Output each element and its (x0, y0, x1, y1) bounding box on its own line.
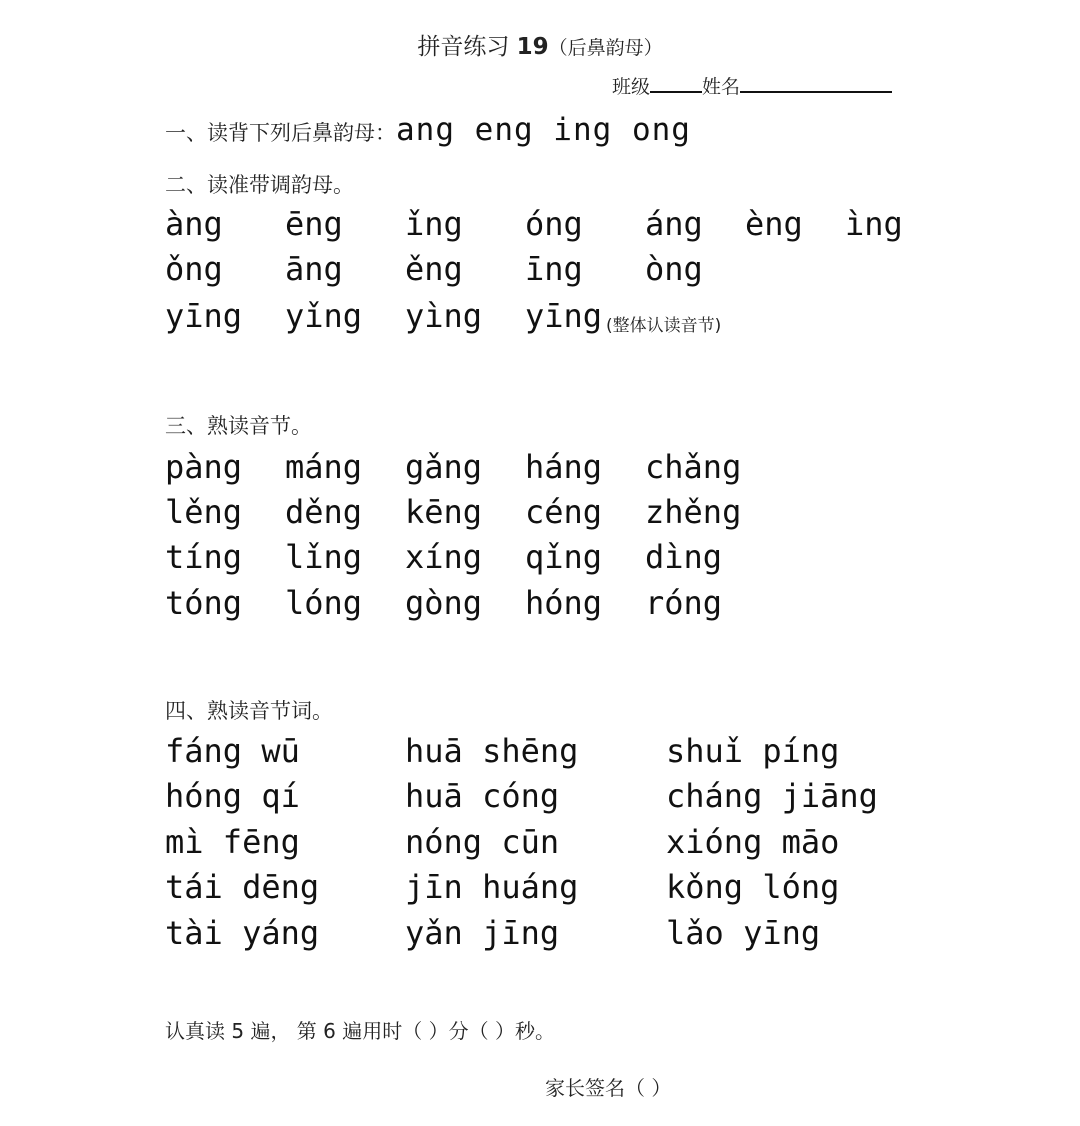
syllable-item: lǐng (285, 538, 363, 576)
word-item: tái dēng (165, 868, 320, 906)
syllable-item: yīng (165, 297, 243, 335)
word-item: xióng māo (666, 823, 840, 861)
section-1-heading: 一、读背下列后鼻韵母： (165, 121, 396, 145)
name-blank[interactable] (740, 73, 892, 93)
syllable-item: òng (645, 250, 703, 288)
syllable-item: ìng (845, 205, 903, 243)
syllable-item: chǎng (645, 448, 742, 486)
syllable-item: ǒng (165, 250, 223, 288)
word-item: shuǐ píng (666, 732, 840, 770)
word-item: kǒng lóng (666, 868, 840, 906)
student-info-line (612, 72, 892, 99)
word-item: cháng jiāng (666, 777, 878, 815)
syllable-item: áng (645, 205, 703, 243)
reading-instruction: 认真读 5 遍， 第 6 遍用时（ ）分（ ）秒。 (165, 1019, 555, 1043)
syllable-item: yìng (405, 297, 483, 335)
syllable-item: yǐng (285, 297, 363, 335)
word-item: huā shēng (405, 732, 579, 770)
word-item: lǎo yīng (666, 914, 821, 952)
syllable-item: ǐng (405, 205, 463, 243)
syllable-item: īng (525, 250, 583, 288)
syllable-item: máng (285, 448, 363, 486)
worksheet-title (0, 28, 1080, 61)
word-item: jīn huáng (405, 868, 579, 906)
syllable-item: dìng (645, 538, 723, 576)
syllable-item: tíng (165, 538, 243, 576)
syllable-item: háng (525, 448, 603, 486)
section-4-heading: 四、熟读音节词。 (165, 699, 333, 723)
syllable-item: róng (645, 584, 723, 622)
syllable-item: ěng (405, 250, 463, 288)
name-label: 姓名 (702, 76, 741, 98)
syllable-item: ēng (285, 205, 343, 243)
syllable-item: óng (525, 205, 583, 243)
word-item: mì fēng (165, 823, 300, 861)
word-item: fáng wū (165, 732, 300, 770)
parent-signature[interactable]: 家长签名（ ） (545, 1076, 672, 1100)
word-item: hóng qí (165, 777, 300, 815)
syllable-item: xíng (405, 538, 483, 576)
title-subtitle: （后鼻韵母） (548, 37, 663, 59)
syllable-item: pàng (165, 448, 243, 486)
title-main: 拼音练习 (417, 34, 517, 60)
word-item: tài yáng (165, 914, 320, 952)
syllable-item: tóng (165, 584, 243, 622)
title-number: 19 (516, 34, 549, 60)
word-item: nóng cūn (405, 823, 560, 861)
word-item: huā cóng (405, 777, 560, 815)
syllable-item: gǎng (405, 448, 483, 486)
syllable-item: èng (745, 205, 803, 243)
syllable-item: lóng (285, 584, 363, 622)
syllable-item: qǐng (525, 538, 603, 576)
whole-syllable-note: (整体认读音节) (606, 316, 722, 336)
syllable-item: yīng (525, 297, 603, 335)
syllable-item: hóng (525, 584, 603, 622)
section-2-heading: 二、读准带调韵母。 (165, 173, 354, 197)
syllable-item: gòng (405, 584, 483, 622)
syllable-item: àng (165, 205, 223, 243)
section-3-heading: 三、熟读音节。 (165, 414, 312, 438)
syllable-item: zhěng (645, 493, 742, 531)
syllable-item: āng (285, 250, 343, 288)
section-1 (165, 112, 691, 148)
section-1-finals: ang eng ing ong (396, 112, 691, 148)
syllable-item: lěng (165, 493, 243, 531)
word-item: yǎn jīng (405, 914, 560, 952)
syllable-item: děng (285, 493, 363, 531)
class-blank[interactable] (650, 73, 702, 93)
syllable-item: céng (525, 493, 603, 531)
class-label: 班级 (612, 76, 651, 98)
syllable-item: kēng (405, 493, 483, 531)
